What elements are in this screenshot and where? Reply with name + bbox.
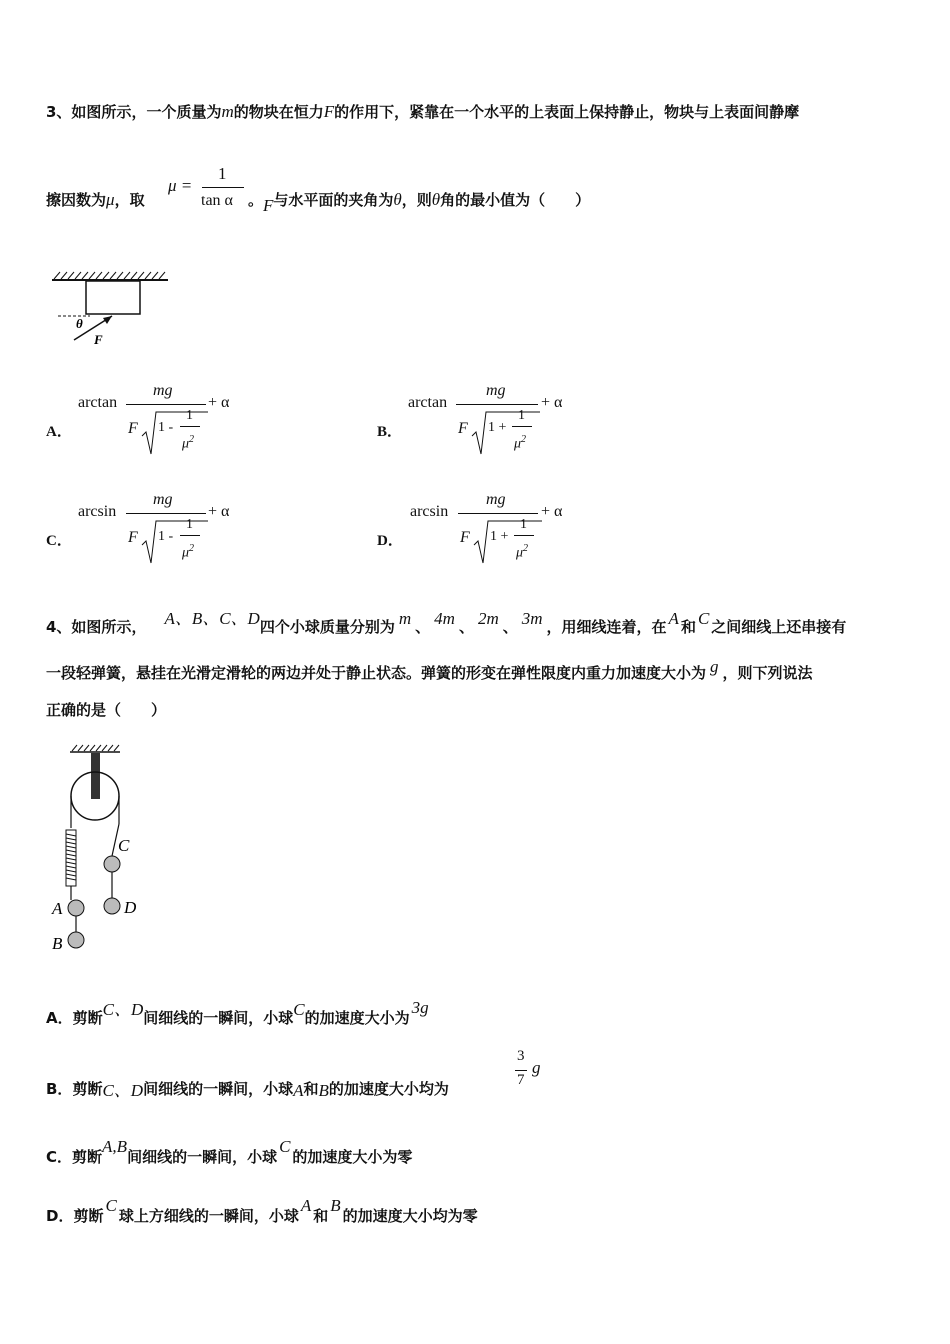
- denominator-F: F: [128, 420, 138, 437]
- option-label: A．: [46, 424, 72, 440]
- q4-text: 四个小球质量分别为: [259, 618, 395, 636]
- q3-text: 。: [248, 191, 264, 209]
- q3-line-1: [46, 101, 799, 122]
- q3-line-2b: [248, 189, 591, 215]
- option-ball-a: A: [293, 1081, 304, 1100]
- numerator: mg: [486, 382, 506, 399]
- ball-a: [68, 900, 84, 916]
- sqrt-inner: 1 -: [158, 529, 174, 544]
- option-ball: C: [105, 1196, 117, 1215]
- ball-d: [104, 898, 120, 914]
- option-label: D．: [46, 1207, 74, 1225]
- q4-pulley-figure: [48, 744, 148, 959]
- denominator-F: F: [460, 529, 470, 546]
- theta-label: θ: [76, 316, 83, 331]
- mass-3: 2m: [477, 609, 499, 628]
- ball-c: [104, 856, 120, 872]
- fraction-bar: [515, 1070, 527, 1071]
- inner-fraction-bar: [180, 535, 200, 536]
- option-vars: C、D: [102, 1081, 144, 1100]
- numerator: mg: [153, 491, 173, 508]
- q3-text: 角的最小值为（ ）: [440, 191, 591, 209]
- option-ball-a: A: [300, 1196, 312, 1215]
- exponent: 2: [523, 543, 529, 554]
- exponent: 2: [521, 434, 527, 445]
- option-text: 的加速度大小为零: [292, 1148, 413, 1166]
- var-g: g: [532, 1058, 541, 1077]
- option-ball-b: B: [330, 1196, 341, 1215]
- var-A: A: [668, 609, 679, 628]
- separator: 、: [415, 618, 431, 636]
- sqrt-icon: [140, 406, 210, 458]
- formula-numerator: 1: [218, 164, 227, 183]
- separator: 、: [502, 618, 518, 636]
- numerator: mg: [486, 491, 506, 508]
- ceiling-hatching: [54, 272, 165, 279]
- mu-definition-formula: [168, 166, 248, 216]
- q4-option-b[interactable]: [46, 1074, 449, 1099]
- fraction-bar: [126, 513, 206, 514]
- q4-text: 一段轻弹簧，悬挂在光滑定滑轮的两边并处于静止状态。弹簧的形变在弹性限度内重力加速度大小为: [46, 664, 707, 682]
- q3-text: 3、如图所示，一个质量为: [46, 103, 222, 121]
- exponent: 2: [189, 543, 195, 554]
- pulley-mount: [91, 753, 100, 799]
- var-C: C: [697, 609, 710, 628]
- label-c: C: [118, 836, 130, 855]
- function-name: arctan: [408, 394, 448, 411]
- inner-fraction-bar: [512, 426, 532, 427]
- label-d: D: [124, 898, 137, 917]
- sqrt-inner: 1 -: [158, 420, 174, 435]
- function-name: arcsin: [410, 503, 449, 520]
- mass-1: m: [398, 609, 412, 628]
- label-a: A: [52, 899, 63, 918]
- option-b-formula: [408, 382, 588, 462]
- ball-names: A、B、C、D: [164, 609, 260, 628]
- option-label: C．: [46, 1148, 73, 1166]
- option-label: D．: [377, 533, 403, 549]
- q4-option-d[interactable]: [46, 1196, 478, 1226]
- label-b: B: [52, 934, 63, 953]
- function-name: arctan: [78, 394, 118, 411]
- q4-option-c[interactable]: [46, 1137, 413, 1167]
- q4-text: ，则下列说法: [722, 664, 813, 682]
- option-a-formula: [78, 382, 258, 462]
- option-ball: C: [293, 1000, 305, 1019]
- q3-text: 与水平面的夹角为: [273, 191, 394, 209]
- q4-line-3: [46, 699, 166, 720]
- q4-line-2: [46, 657, 813, 683]
- fraction-bar: [458, 513, 538, 514]
- q3-text: 的物块在恒力: [233, 103, 324, 121]
- option-vars: C、D: [102, 1000, 144, 1019]
- fraction-bar: [126, 404, 206, 405]
- inner-numerator: 1: [518, 408, 525, 423]
- var-F: F: [323, 102, 335, 121]
- q4-text: 正确的是（ ）: [46, 701, 167, 719]
- fraction-numerator: 3: [517, 1048, 525, 1064]
- inner-denominator: μ: [514, 436, 522, 452]
- option-value: 3g: [411, 998, 429, 1017]
- var-theta: θ: [393, 190, 402, 209]
- option-ball-b: B: [318, 1081, 329, 1100]
- separator: 、: [458, 618, 474, 636]
- inner-fraction-bar: [180, 426, 200, 427]
- inner-denominator: μ: [182, 436, 190, 452]
- var-g: g: [710, 657, 719, 676]
- option-text: 的加速度大小均为零: [342, 1207, 478, 1225]
- mass-4: 3m: [521, 609, 543, 628]
- formula-denominator: tan α: [201, 192, 233, 209]
- formula-lhs: μ =: [168, 176, 193, 195]
- option-label: C．: [46, 533, 72, 549]
- q4-text: 4、如图所示，: [46, 618, 147, 636]
- option-text: 剪断: [73, 1207, 104, 1225]
- sqrt-inner: 1 +: [488, 420, 507, 435]
- support-hatching: [72, 745, 119, 751]
- option-text: 剪断: [72, 1080, 103, 1098]
- q4-option-a[interactable]: [46, 998, 429, 1028]
- option-d-formula: [410, 491, 590, 571]
- force-label: F: [94, 332, 103, 347]
- q4-text: 之间细线上还串接有: [711, 618, 847, 636]
- option-c-formula: [78, 491, 258, 571]
- inner-denominator: μ: [516, 545, 524, 561]
- tail-term: + α: [541, 394, 563, 411]
- arrow-head-icon: [103, 316, 112, 324]
- option-b-fraction: [514, 1048, 548, 1098]
- inner-fraction-bar: [514, 535, 534, 536]
- q4-line-1: [46, 609, 847, 637]
- inner-numerator: 1: [186, 408, 193, 423]
- denominator-F: F: [128, 529, 138, 546]
- option-vars: A,B: [102, 1137, 128, 1156]
- option-text: 和: [313, 1207, 329, 1225]
- mass-2: 4m: [434, 609, 455, 628]
- numerator: mg: [153, 382, 173, 399]
- q4-text: 和: [680, 618, 696, 636]
- option-label: A．: [46, 1009, 73, 1027]
- option-text: 剪断: [72, 1148, 103, 1166]
- ball-b: [68, 932, 84, 948]
- inner-denominator: μ: [182, 545, 190, 561]
- q3-text: ，则: [401, 191, 432, 209]
- inner-numerator: 1: [186, 517, 193, 532]
- option-label: B．: [377, 424, 403, 440]
- option-label: B．: [46, 1080, 73, 1098]
- q3-block-figure: [50, 268, 170, 348]
- function-name: arcsin: [78, 503, 117, 520]
- spring-coils: [66, 834, 76, 880]
- option-ball: C: [279, 1137, 291, 1156]
- tail-term: + α: [208, 503, 230, 520]
- tail-term: + α: [208, 394, 230, 411]
- q3-text: 擦因数为: [46, 191, 107, 209]
- sqrt-icon: [140, 515, 210, 567]
- option-text: 间细线的一瞬间，小球: [143, 1080, 294, 1098]
- option-text: 间细线的一瞬间，小球: [143, 1009, 294, 1027]
- fraction-denominator: 7: [517, 1072, 525, 1088]
- tail-term: + α: [541, 503, 563, 520]
- sqrt-inner: 1 +: [490, 529, 509, 544]
- denominator-F: F: [458, 420, 468, 437]
- q4-text: ，用细线连着，在: [546, 618, 667, 636]
- var-F: F: [263, 196, 274, 215]
- q3-line-2: [46, 189, 145, 210]
- fraction-bar: [456, 404, 538, 405]
- option-text: 和: [303, 1080, 319, 1098]
- inner-numerator: 1: [520, 517, 527, 532]
- q3-text: ，取: [114, 191, 145, 209]
- option-text: 的加速度大小均为: [328, 1080, 449, 1098]
- fraction-bar: [202, 187, 244, 188]
- option-text: 球上方细线的一瞬间，小球: [118, 1207, 299, 1225]
- block: [86, 281, 140, 314]
- exponent: 2: [189, 434, 195, 445]
- option-text: 剪断: [72, 1009, 103, 1027]
- var-theta: θ: [431, 190, 441, 209]
- var-mu: μ: [106, 190, 115, 209]
- option-text: 间细线的一瞬间，小球: [127, 1148, 278, 1166]
- option-text: 的加速度大小为: [304, 1009, 410, 1027]
- var-m: m: [221, 102, 234, 121]
- q3-text: 的作用下，紧靠在一个水平的上表面上保持静止，物块与上表面间静摩: [334, 103, 800, 121]
